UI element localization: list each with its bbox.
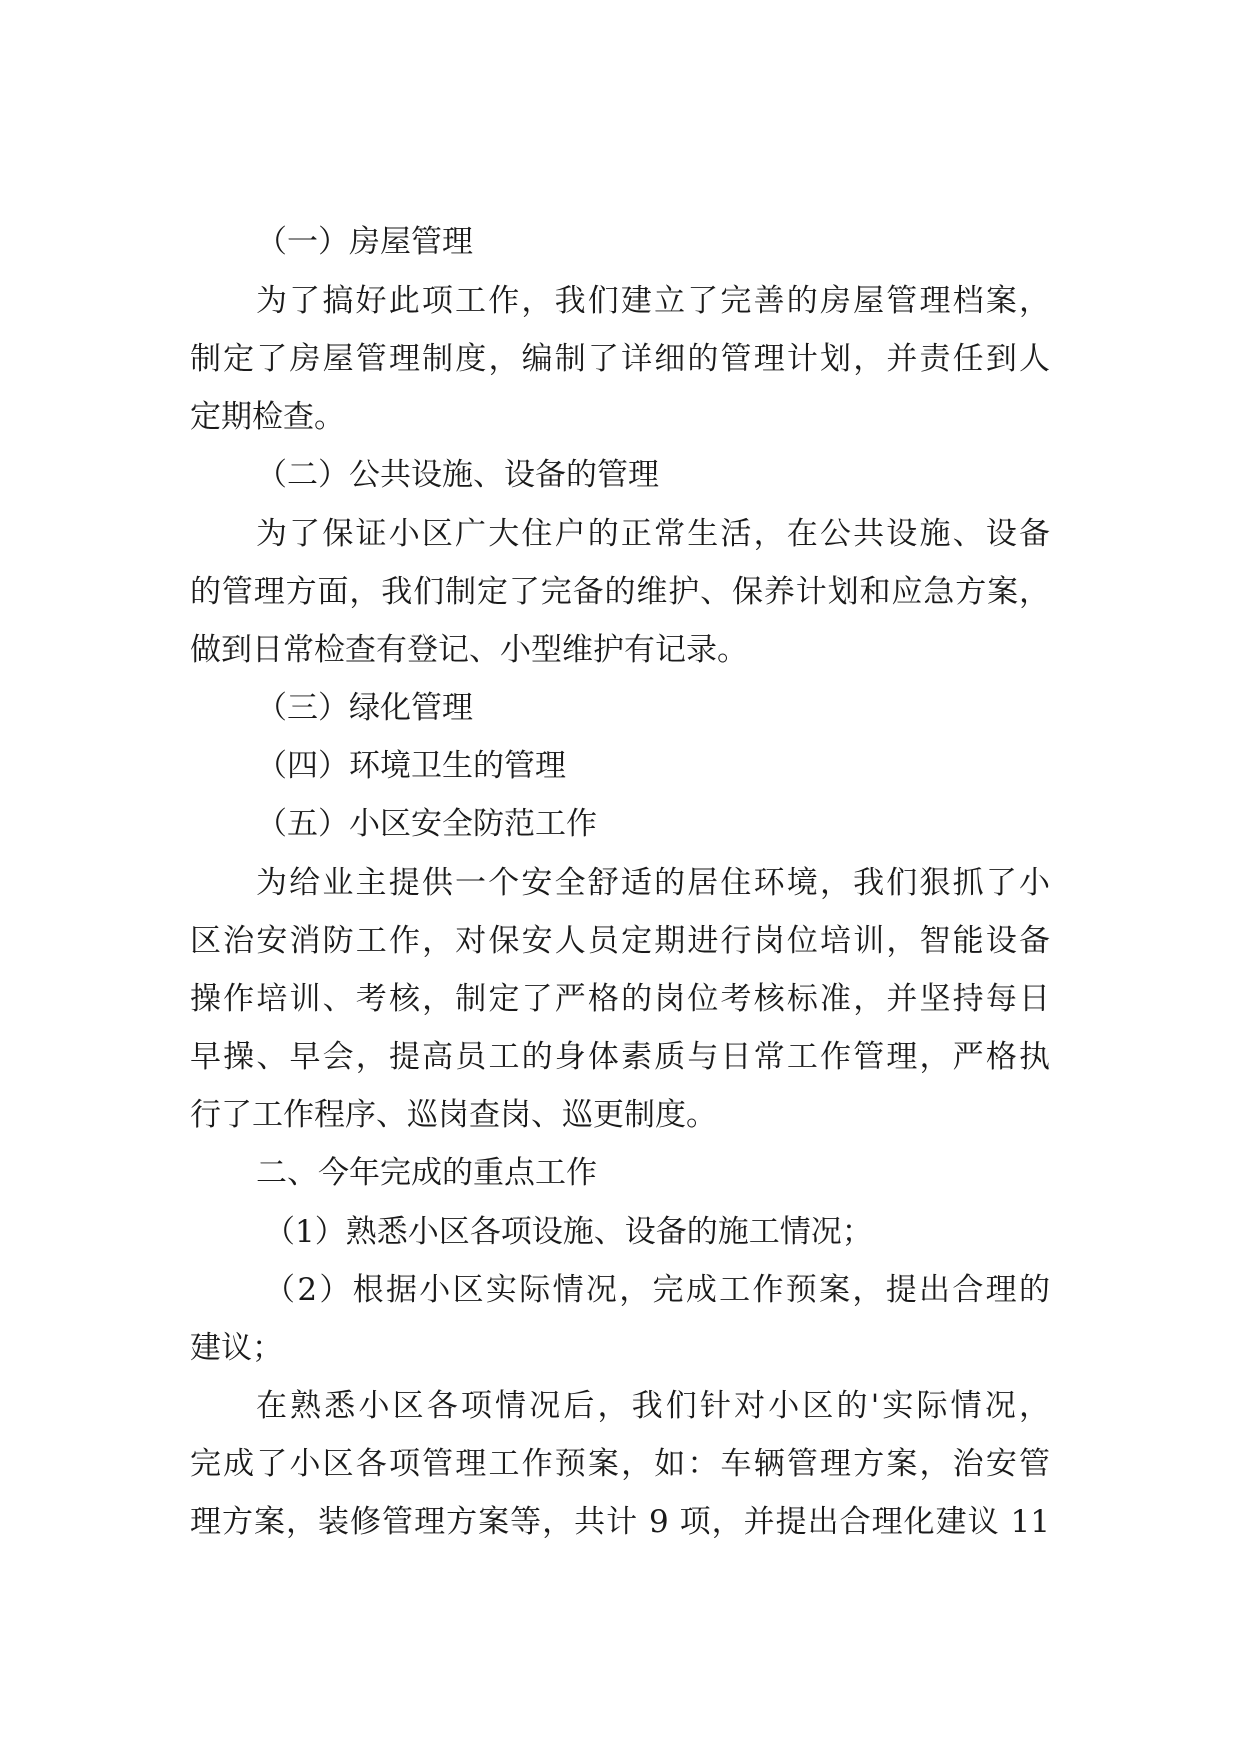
paragraph-line: 早操、早会，提高员工的身体素质与日常工作管理，严格执 — [190, 1039, 1050, 1075]
paragraph-line: 为了保证小区广大住户的正常生活，在公共设施、设备 — [256, 516, 1050, 552]
list-item: （2）根据小区实际情况，完成工作预案，提出合理的 — [264, 1272, 1050, 1308]
heading-housing-management: （一）房屋管理 — [256, 224, 473, 260]
paragraph-line: 完成了小区各项管理工作预案，如：车辆管理方案，治安管 — [190, 1446, 1050, 1482]
heading-public-facilities: （二）公共设施、设备的管理 — [256, 457, 659, 493]
paragraph-line: 的管理方面，我们制定了完备的维护、保养计划和应急方案， — [190, 574, 1050, 610]
paragraph-line: 为了搞好此项工作，我们建立了完善的房屋管理档案， — [256, 283, 1050, 319]
list-item: （1）熟悉小区各项设施、设备的施工情况； — [264, 1214, 873, 1250]
paragraph-line: 区治安消防工作，对保安人员定期进行岗位培训，智能设备 — [190, 923, 1050, 959]
list-item-continuation: 建议； — [190, 1330, 283, 1366]
paragraph-line: 定期检查。 — [190, 399, 345, 435]
heading-sanitation-management: （四）环境卫生的管理 — [256, 748, 566, 784]
paragraph-line: 在熟悉小区各项情况后，我们针对小区的'实际情况， — [256, 1388, 1050, 1424]
paragraph-line: 操作培训、考核，制定了严格的岗位考核标准，并坚持每日 — [190, 981, 1050, 1017]
paragraph-line: 制定了房屋管理制度，编制了详细的管理计划，并责任到人 — [190, 341, 1050, 377]
paragraph-line: 为给业主提供一个安全舒适的居住环境，我们狠抓了小 — [256, 865, 1050, 901]
heading-greening-management: （三）绿化管理 — [256, 690, 473, 726]
heading-security-work: （五）小区安全防范工作 — [256, 806, 597, 842]
paragraph-line: 做到日常检查有登记、小型维护有记录。 — [190, 632, 748, 668]
section-heading-key-work: 二、今年完成的重点工作 — [256, 1155, 597, 1191]
paragraph-line: 行了工作程序、巡岗查岗、巡更制度。 — [190, 1097, 717, 1133]
paragraph-line: 理方案，装修管理方案等，共计 9 项，并提出合理化建议 11 — [190, 1504, 1050, 1540]
